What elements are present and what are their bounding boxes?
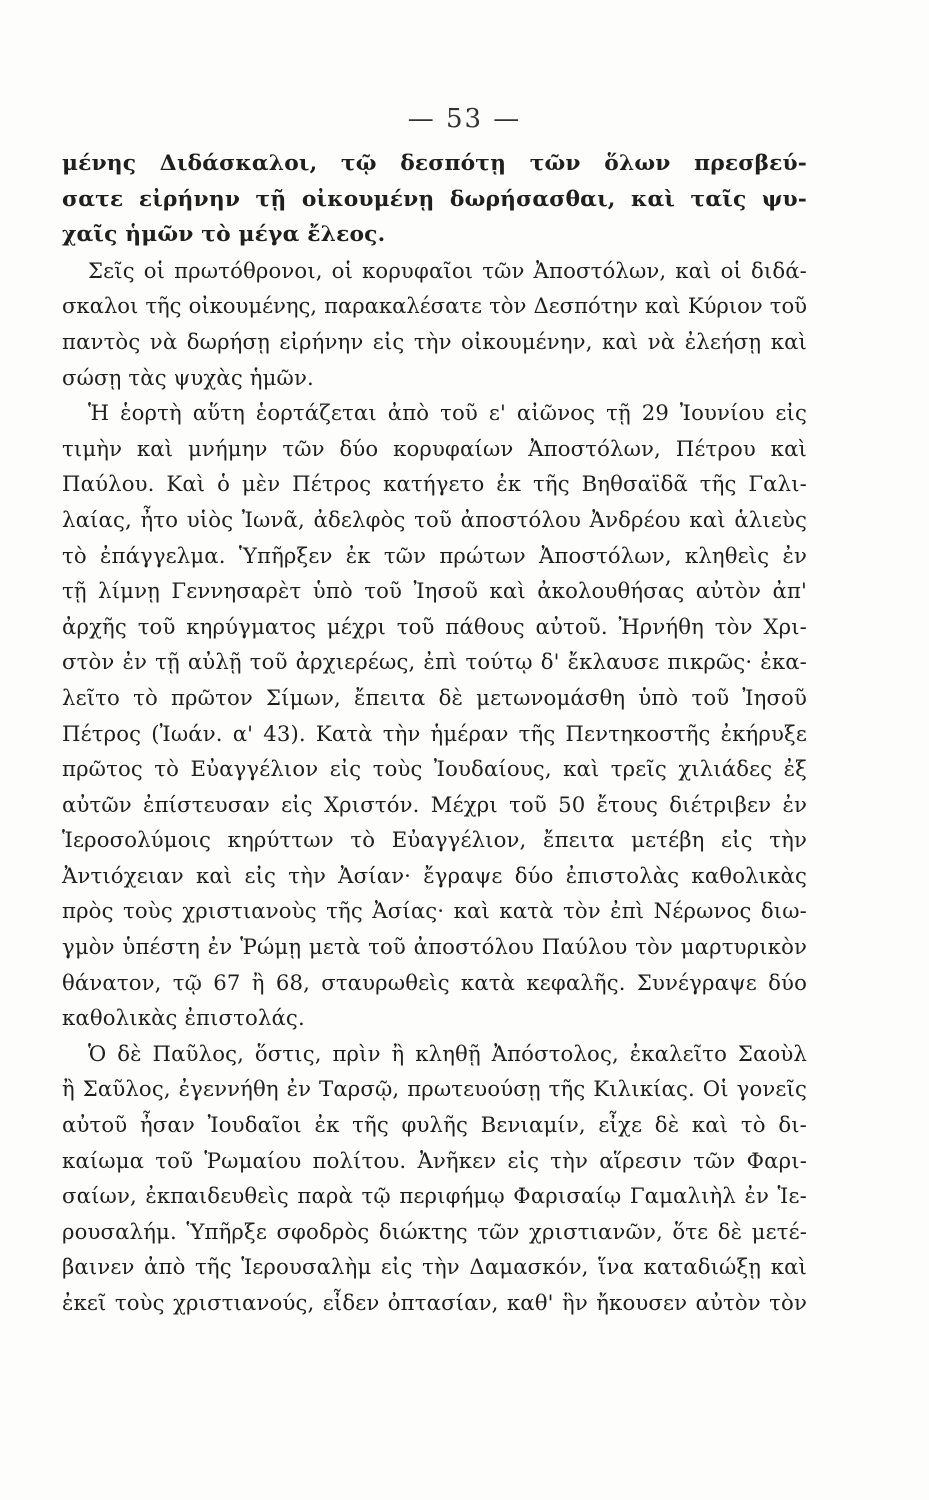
text-line: παντὸς νὰ δωρήσῃ εἰρήνην εἰς τὴν οἰκουμένην, καὶ νὰ ἐλεήσῃ καὶ <box>62 328 807 354</box>
text-line: Σεῖς οἱ πρωτόθρονοι, οἱ κορυφαῖοι τῶν Ἀποστόλων, καὶ οἱ διδά- <box>88 257 807 283</box>
text-line: ἢ Σαῦλος, ἐγεννήθη ἐν Ταρσῷ, πρωτευούσῃ τῆς Κιλικίας. Οἱ γονεῖς <box>62 1076 807 1102</box>
text-line: Ἡ ἑορτὴ αὕτη ἑορτάζεται ἀπὸ τοῦ ε' αἰῶνος τῇ 29 Ἰουνίου εἰς <box>88 400 807 426</box>
page-number: — 53 — <box>407 104 522 134</box>
text-line: Πέτρος (Ἰωάν. α' 43). Κατὰ τὴν ἡμέραν τῆς Πεντηκοστῆς ἐκήρυξε <box>62 720 807 746</box>
body-text <box>62 146 807 1321</box>
text-line: ἐκεῖ τοὺς χριστιανούς, εἶδεν ὀπτασίαν, καθ' ἣν ἤκουσεν αὐτὸν τὸν <box>62 1290 807 1315</box>
text-line: μένης Διδάσκαλοι, τῷ δεσπότῃ τῶν ὅλων πρεσβεύ- <box>62 151 807 176</box>
text-line: καθολικὰς ἐπιστολάς. <box>62 1005 305 1031</box>
text-line: Ἱεροσολύμοις κηρύττων τὸ Εὐαγγέλιον, ἔπειτα μετέβη εἰς τὴν <box>62 827 807 853</box>
text-line: λεῖτο τὸ πρῶτον Σίμων, ἔπειτα δὲ μετωνομάσθη ὑπὸ τοῦ Ἰησοῦ <box>62 684 807 710</box>
text-line: γμὸν ὑπέστη ἐν Ῥώμῃ μετὰ τοῦ ἀποστόλου Παύλου τὸν μαρτυρικὸν <box>62 934 807 960</box>
text-line: πρῶτος τὸ Εὐαγγέλιον εἰς τοὺς Ἰουδαίους, καὶ τρεῖς χιλιάδες ἐξ <box>62 756 807 782</box>
text-line: θάνατον, τῷ 67 ἢ 68, σταυρωθεὶς κατὰ κεφαλῆς. Συνέγραψε δύο <box>62 969 807 995</box>
text-line: λαίας, ἦτο υἱὸς Ἰωνᾶ, ἀδελφὸς τοῦ ἀποστόλου Ἀνδρέου καὶ ἁλιεὺς <box>62 506 807 532</box>
text-line: στὸν ἐν τῇ αὐλῇ τοῦ ἀρχιερέως, ἐπὶ τούτῳ δ' ἔκλαυσε πικρῶς· ἐκα- <box>62 649 807 675</box>
text-line: τῇ λίμνῃ Γεννησαρὲτ ὑπὸ τοῦ Ἰησοῦ καὶ ἀκολουθήσας αὐτὸν ἀπ' <box>62 578 807 604</box>
text-line: σκαλοι τῆς οἰκουμένης, παρακαλέσατε τὸν Δεσπότην καὶ Κύριον τοῦ <box>62 293 807 319</box>
text-line: αὐτῶν ἐπίστευσαν εἰς Χριστόν. Μέχρι τοῦ 50 ἔτους διέτριβεν ἐν <box>62 791 807 817</box>
text-line: καίωμα τοῦ Ῥωμαίου πολίτου. Ἀνῆκεν εἰς τὴν αἵρεσιν τῶν Φαρι- <box>62 1147 807 1173</box>
text-line: Παύλου. Καὶ ὁ μὲν Πέτρος κατήγετο ἐκ τῆς Βηθσαϊδᾶ τῆς Γαλι- <box>62 471 807 497</box>
text-line: τιμὴν καὶ μνήμην τῶν δύο κορυφαίων Ἀποστόλων, Πέτρου καὶ <box>62 435 807 461</box>
text-line: σαίων, ἐκπαιδευθεὶς παρὰ τῷ περιφήμῳ Φαρισαίῳ Γαμαλιὴλ ἐν Ἱε- <box>62 1183 807 1209</box>
text-line: χαῖς ἡμῶν τὸ μέγα ἔλεος. <box>62 222 386 248</box>
text-line: Ὁ δὲ Παῦλος, ὅστις, πρὶν ἢ κληθῇ Ἀπόστολος, ἐκαλεῖτο Σαοὺλ <box>88 1040 807 1066</box>
text-line: σατε εἰρήνην τῇ οἰκουμένῃ δωρήσασθαι, καὶ ταῖς ψυ- <box>62 186 807 212</box>
text-line: πρὸς τοὺς χριστιανοὺς τῆς Ἀσίας· καὶ κατὰ τὸν ἐπὶ Νέρωνος διω- <box>62 898 807 924</box>
text-line: βαινεν ἀπὸ τῆς Ἱερουσαλὴμ εἰς τὴν Δαμασκόν, ἵνα καταδιώξῃ καὶ <box>62 1254 807 1280</box>
text-line: ρουσαλήμ. Ὑπῆρξε σφοδρὸς διώκτης τῶν χριστιανῶν, ὅτε δὲ μετέ- <box>62 1218 807 1244</box>
text-line: Ἀντιόχειαν καὶ εἰς τὴν Ἀσίαν· ἔγραψε δύο ἐπιστολὰς καθολικὰς <box>62 862 807 888</box>
text-line: ἀρχῆς τοῦ κηρύγματος μέχρι τοῦ πάθους αὐτοῦ. Ἠρνήθη τὸν Χρι- <box>62 613 807 639</box>
text-line: αὐτοῦ ἦσαν Ἰουδαῖοι ἐκ τῆς φυλῆς Βενιαμίν, εἶχε δὲ καὶ τὸ δι- <box>62 1112 807 1138</box>
text-line: τὸ ἐπάγγελμα. Ὑπῆρξεν ἐκ τῶν πρώτων Ἀποστόλων, κληθεὶς ἐν <box>62 542 807 568</box>
text-line: σώσῃ τὰς ψυχὰς ἡμῶν. <box>62 364 314 390</box>
